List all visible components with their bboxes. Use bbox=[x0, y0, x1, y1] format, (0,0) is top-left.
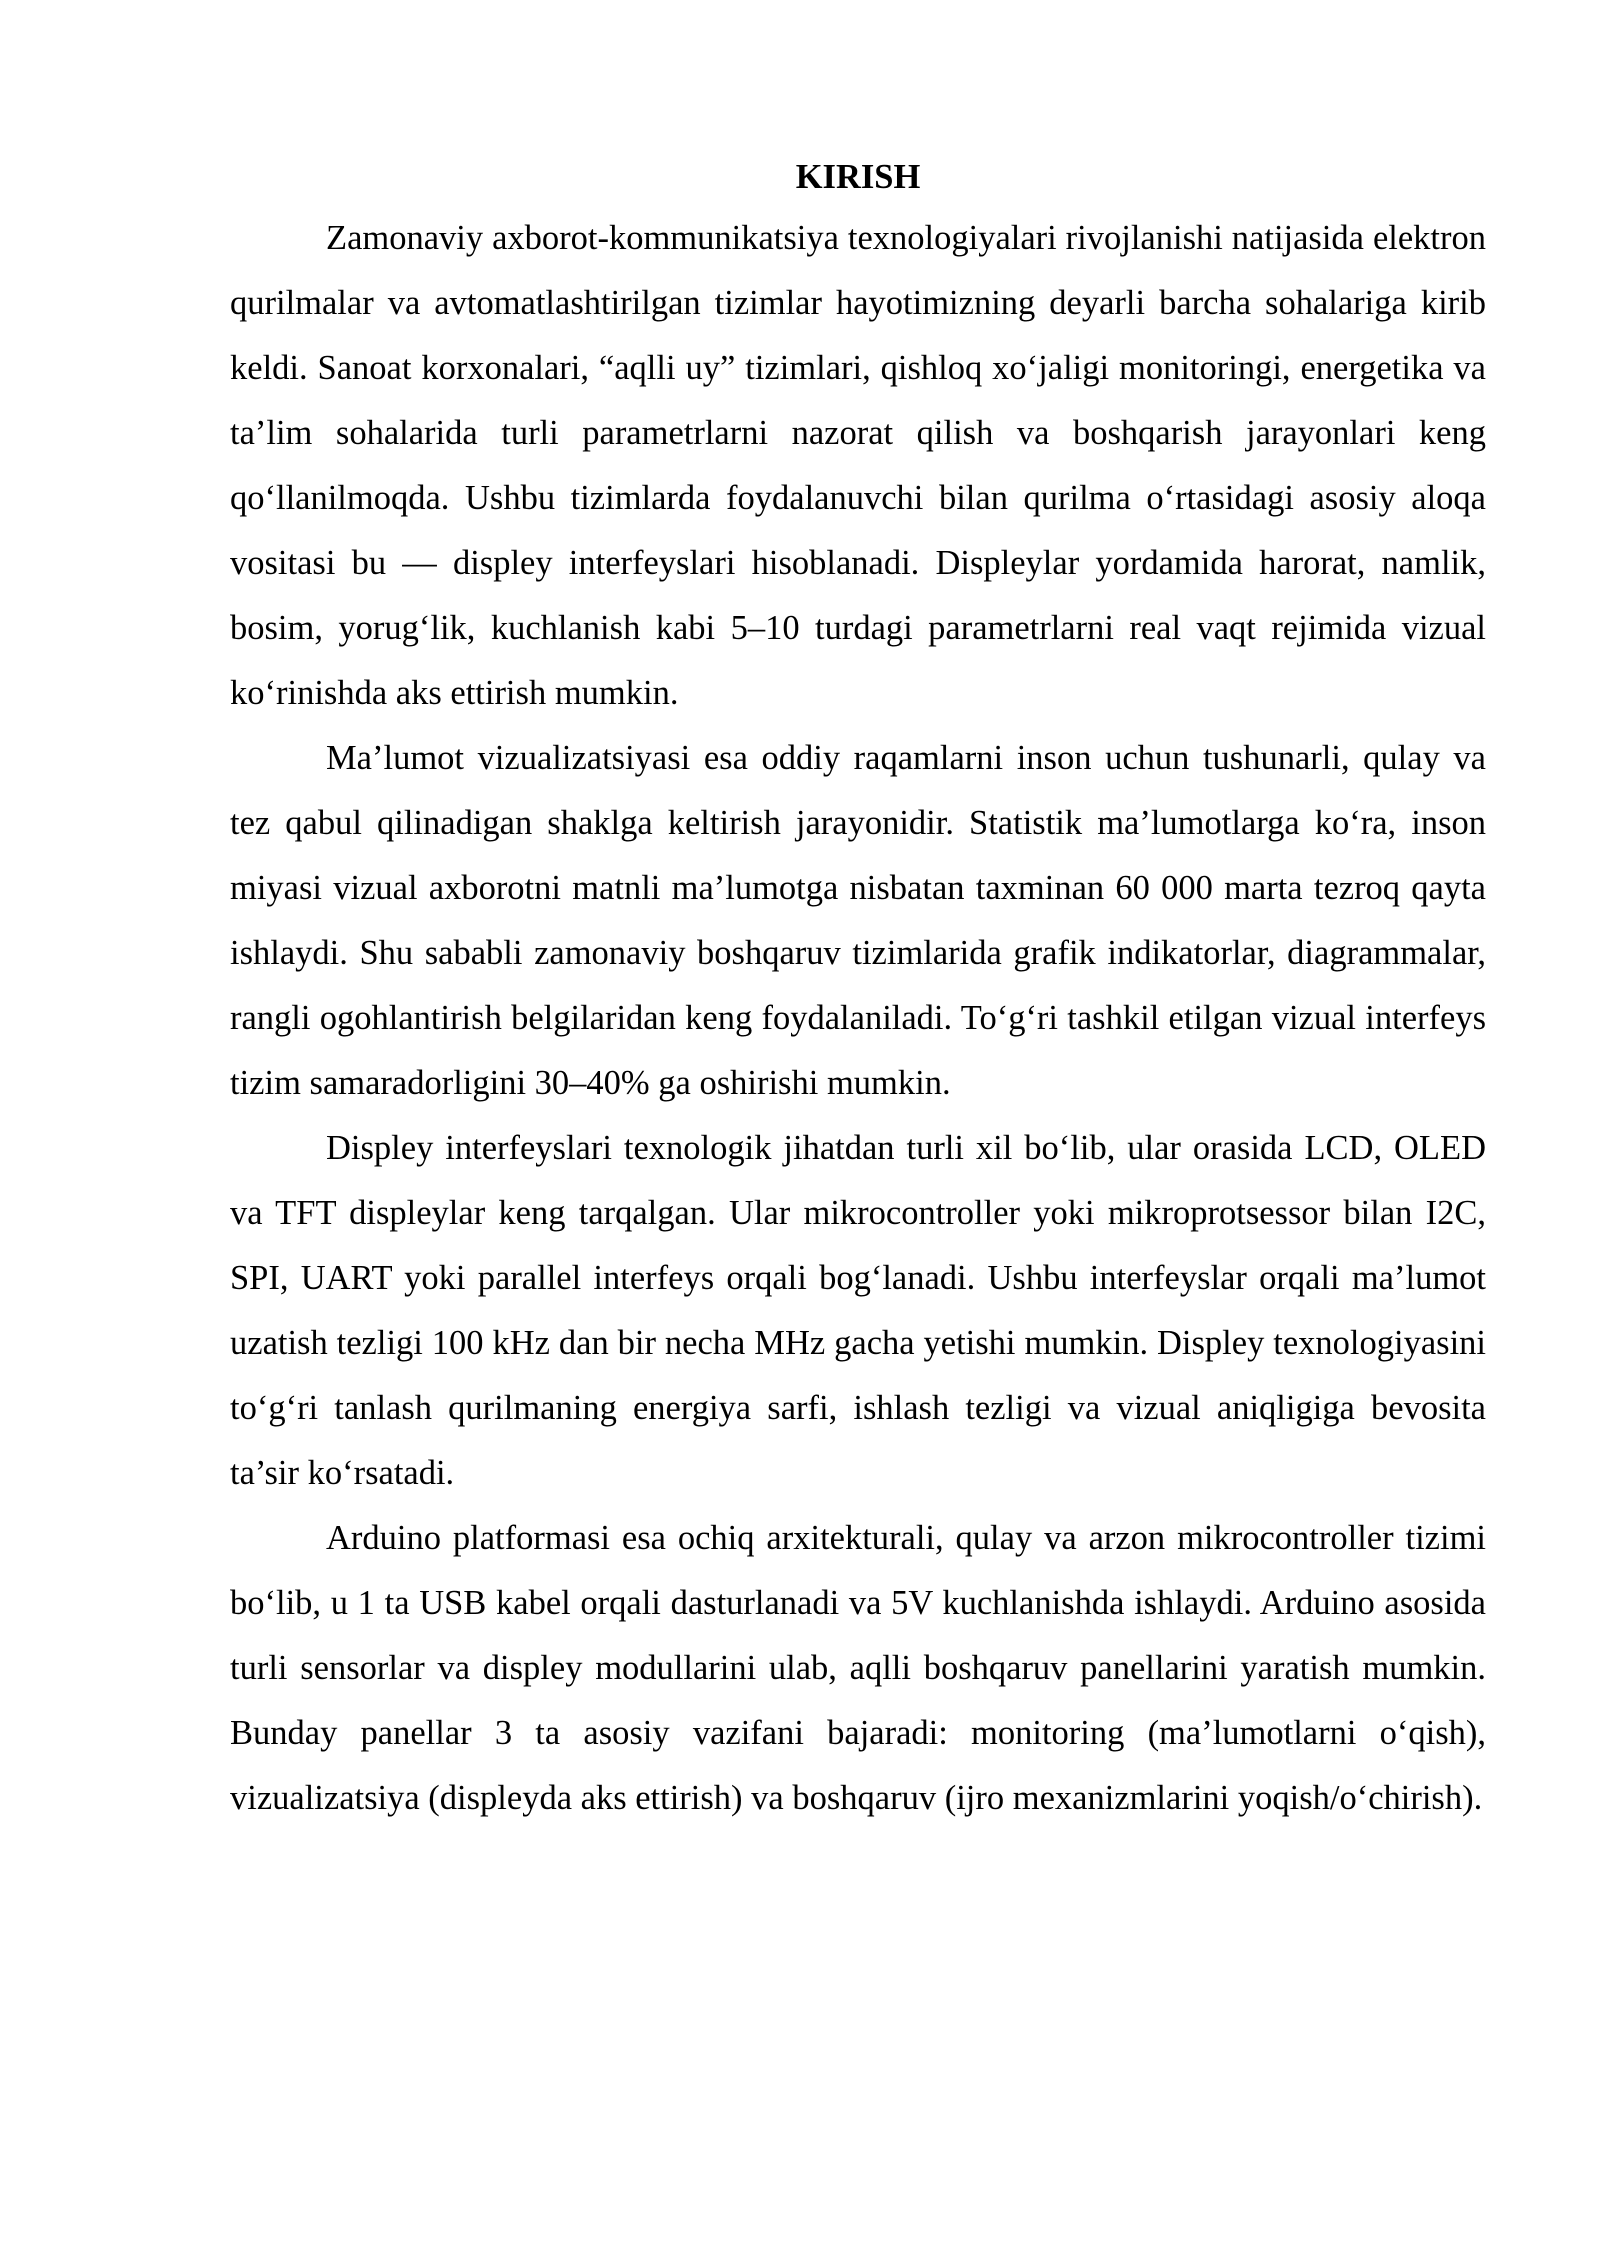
paragraph-display-interfaces: Displey interfeyslari texnologik jihatdan turli xil bo‘lib, ular orasida LCD, OLED va TFT displeylar keng tarqalgan. Ular mikrocontroller yoki mikroprotsessor bilan I2C, SPI, UART yoki parallel interfeys orqali bog‘lanadi. Ushbu interfeyslar orqali ma’lumot uzatish tezligi 100 kHz dan bir necha MHz gacha yetishi mumkin. Displey texnologiyasini to‘g‘ri tanlash qurilmaning energiya sarfi, ishlash tezligi va vizual aniqligiga bevosita ta’sir ko‘rsatadi. bbox=[230, 1129, 1486, 1492]
section-title: KIRISH bbox=[795, 158, 921, 196]
paragraph-intro: Zamonaviy axborot-kommunikatsiya texnologiyalari rivojlanishi natijasida elektron qurilmalar va avtomatlashtirilgan tizimlar hayotimizning deyarli barcha sohalariga kirib keldi. Sanoat korxonalari, “aqlli uy” tizimlari, qishloq xo‘jaligi monitoringi, energetika va ta’lim sohalarida turli parametrlarni nazorat qilish va boshqarish jarayonlari keng qo‘llanilmoqda. Ushbu tizimlarda foydalanuvchi bilan qurilma o‘rtasidagi asosiy aloqa vositasi bu — displey interfeyslari hisoblanadi. Displeylar yordamida harorat, namlik, bosim, yorug‘lik, kuchlanish kabi 5–10 turdagi parametrlarni real vaqt rejimida vizual ko‘rinishda aks ettirish mumkin. bbox=[230, 219, 1486, 712]
paragraph-visualization: Ma’lumot vizualizatsiyasi esa oddiy raqamlarni inson uchun tushunarli, qulay va tez qabul qilinadigan shaklga keltirish jarayonidir. Statistik ma’lumotlarga ko‘ra, inson miyasi vizual axborotni matnli ma’lumotga nisbatan taxminan 60 000 marta tezroq qayta ishlaydi. Shu sababli zamonaviy boshqaruv tizimlarida grafik indikatorlar, diagrammalar, rangli ogohlantirish belgilaridan keng foydalaniladi. To‘g‘ri tashkil etilgan vizual interfeys tizim samaradorligini 30–40% ga oshirishi mumkin. bbox=[230, 739, 1486, 1102]
document-body bbox=[230, 148, 1486, 1831]
paragraph-arduino: Arduino platformasi esa ochiq arxitekturali, qulay va arzon mikrocontroller tizimi bo‘lib, u 1 ta USB kabel orqali dasturlanadi va 5V kuchlanishda ishlaydi. Arduino asosida turli sensorlar va displey modullarini ulab, aqlli boshqaruv panellarini yaratish mumkin. Bunday panellar 3 ta asosiy vazifani bajaradi: monitoring (ma’lumotlarni o‘qish), vizualizatsiya (displeyda aks ettirish) va boshqaruv (ijro mexanizmlarini yoqish/o‘chirish). bbox=[230, 1519, 1486, 1817]
